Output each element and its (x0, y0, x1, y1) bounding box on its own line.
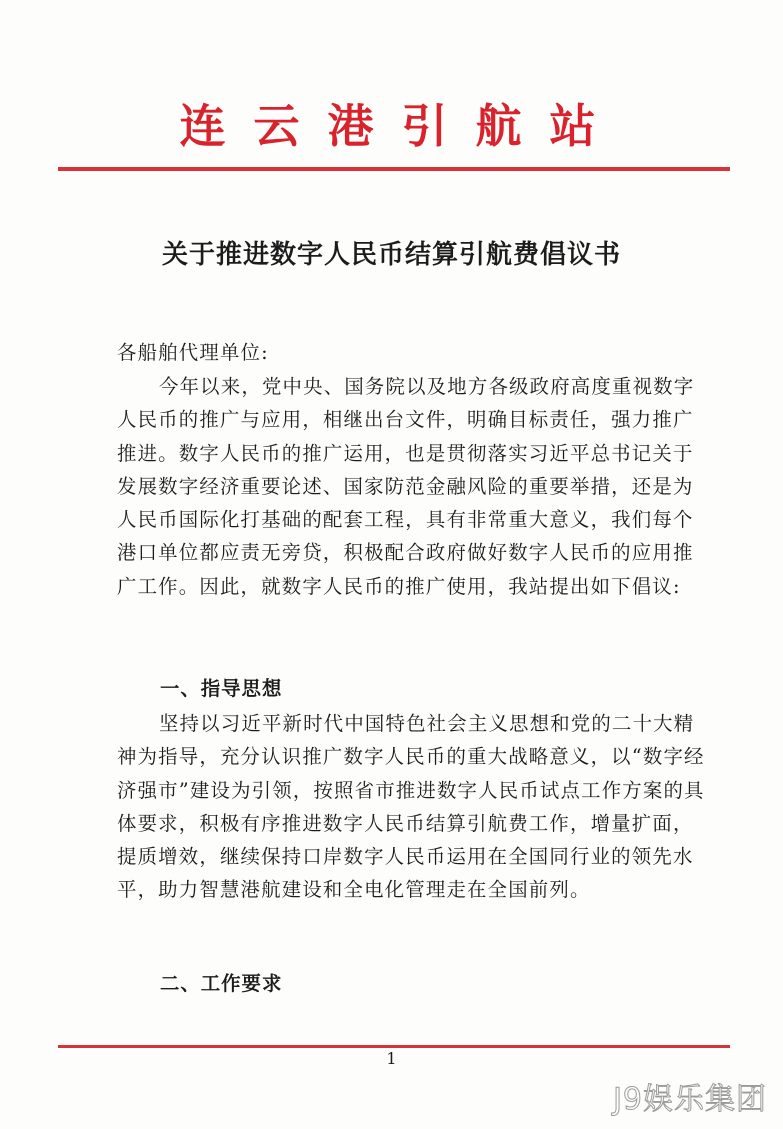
section-heading-guiding-ideology: 一、指导思想 (160, 677, 283, 700)
document-title: 关于推进数字人民币结算引航费倡议书 (161, 240, 621, 270)
letterhead-red-rule (58, 167, 730, 171)
page-number: 1 (386, 1049, 397, 1068)
paragraph-intro: 今年以来，党中央、国务院以及地方各级政府高度重视数字人民币的推广与应用，相继出台文件，明确目标责任，强力推广推进。数字人民币的推广运用，也是贯彻落实习近平总书记关于发展数字经济重要论述、国家防范金融风险的重要举措，还是为人民币国际化打基础的配套工程，具有非常重大意义，我们每个港口单位都应责无旁贷，积极配合政府做好数字人民币的应用推广工作。因此，就数字人民币的推广使用，我站提出如下倡议: (117, 375, 695, 598)
salutation: 各船舶代理单位: (117, 341, 269, 364)
organization-letterhead: 连云港引航站 (179, 99, 624, 153)
paragraph-guiding-ideology: 坚持以习近平新时代中国特色社会主义思想和党的二十大精神为指导，充分认识推广数字人民币的重大战略意义，以“数字经济强市”建设为引领，按照省市推进数字人民币试点工作方案的具体要求，积极有序推进数字人民币结算引航费工作，增量扩面，提质增效，继续保持口岸数字人民币运用在全国同行业的领先水平，助力智慧港航建设和全电化管理走在全国前列。 (117, 712, 705, 902)
watermark-text: J9娱乐集团 (613, 1082, 767, 1117)
section-heading-work-requirements: 二、工作要求 (160, 972, 283, 995)
